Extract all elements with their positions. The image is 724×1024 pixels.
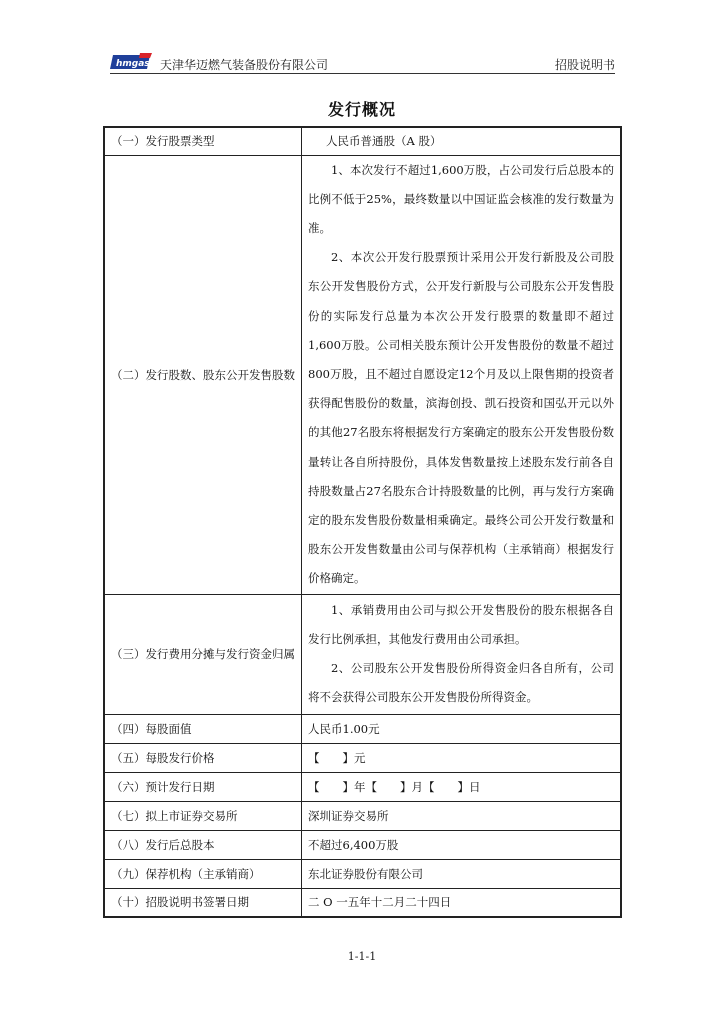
row-label: （六）预计发行日期 bbox=[104, 772, 302, 801]
row-label: （七）拟上市证券交易所 bbox=[104, 801, 302, 830]
logo-text: hmgas bbox=[116, 59, 150, 69]
row-label: （三）发行费用分摊与发行资金归属 bbox=[104, 594, 302, 714]
row-label: （八）发行后总股本 bbox=[104, 830, 302, 859]
header-rule bbox=[110, 73, 615, 74]
table-row bbox=[104, 772, 621, 801]
row-value bbox=[302, 155, 622, 594]
paragraph: 1、承销费用由公司与拟公开发售股份的股东根据各自发行比例承担，其他发行费用由公司承担。 bbox=[308, 602, 614, 646]
row-value: 不超过6,400万股 bbox=[302, 830, 622, 859]
row-value: 深圳证券交易所 bbox=[302, 801, 622, 830]
table-row bbox=[104, 801, 621, 830]
table-row bbox=[104, 714, 621, 743]
page-title: 发行概况 bbox=[327, 100, 396, 119]
row-label: （二）发行股数、股东公开发售股数 bbox=[104, 155, 302, 594]
row-label: （九）保荐机构（主承销商） bbox=[104, 859, 302, 888]
row-label: （十）招股说明书签署日期 bbox=[104, 888, 302, 917]
paragraph: 1、本次发行不超过1,600万股，占公司发行后总股本的比例不低于25%，最终数量以中国证监会核准的发行数量为准。 bbox=[308, 162, 614, 235]
table-row bbox=[104, 859, 621, 888]
row-label: （五）每股发行价格 bbox=[104, 743, 302, 772]
page-header bbox=[110, 50, 615, 76]
page-number: 1-1-1 bbox=[347, 950, 377, 963]
offering-overview-table bbox=[103, 126, 622, 918]
row-label: （四）每股面值 bbox=[104, 714, 302, 743]
table-row bbox=[104, 743, 621, 772]
row-value: 二 O 一五年十二月二十四日 bbox=[302, 888, 622, 917]
paragraph: 2、本次公开发行股票预计采用公开发行新股及公司股东公开发售股份方式，公开发行新股与公司股东公开发售股份的实际发行总量为本次公开发行股票的数量即不超过1,600万股。公司相关股东预计公开发售股份的数量不超过800万股，且不超过自愿设定12个月及以上限售期的投资者获得配售股份的数量，滨海创投、凯石投资和国弘开元以外的其他27名股东将根据发行方案确定的股东公开发售股份数量转让各自所持股份，具体发售数量按上述股东发行前各自持股数量占27名股东合计持股数量的比例，再与发行方案确定的股东发售股份数量相乘确定。最终公司公开发行数量和股东公开发售数量由公司与保荐机构（主承销商）根据发行价格确定。 bbox=[308, 250, 614, 586]
table-row bbox=[104, 127, 621, 155]
row-value: 人民币1.00元 bbox=[302, 714, 622, 743]
row-value: 【 】元 bbox=[302, 743, 622, 772]
row-value: 东北证券股份有限公司 bbox=[302, 859, 622, 888]
company-name: 天津华迈燃气装备股份有限公司 bbox=[160, 58, 329, 72]
row-label: （一）发行股票类型 bbox=[104, 127, 302, 155]
row-value: 【 】年【 】月【 】日 bbox=[302, 772, 622, 801]
table-row bbox=[104, 594, 621, 714]
table-row bbox=[104, 155, 621, 594]
row-value: 人民币普通股（A 股） bbox=[302, 127, 622, 155]
table-row bbox=[104, 888, 621, 917]
paragraph: 2、公司股东公开发售股份所得资金归各自所有，公司将不会获得公司股东公开发售股份所得资金。 bbox=[308, 661, 614, 705]
document-title: 招股说明书 bbox=[554, 58, 615, 72]
row-value bbox=[302, 594, 622, 714]
table-row bbox=[104, 830, 621, 859]
hmgas-logo bbox=[110, 53, 152, 71]
